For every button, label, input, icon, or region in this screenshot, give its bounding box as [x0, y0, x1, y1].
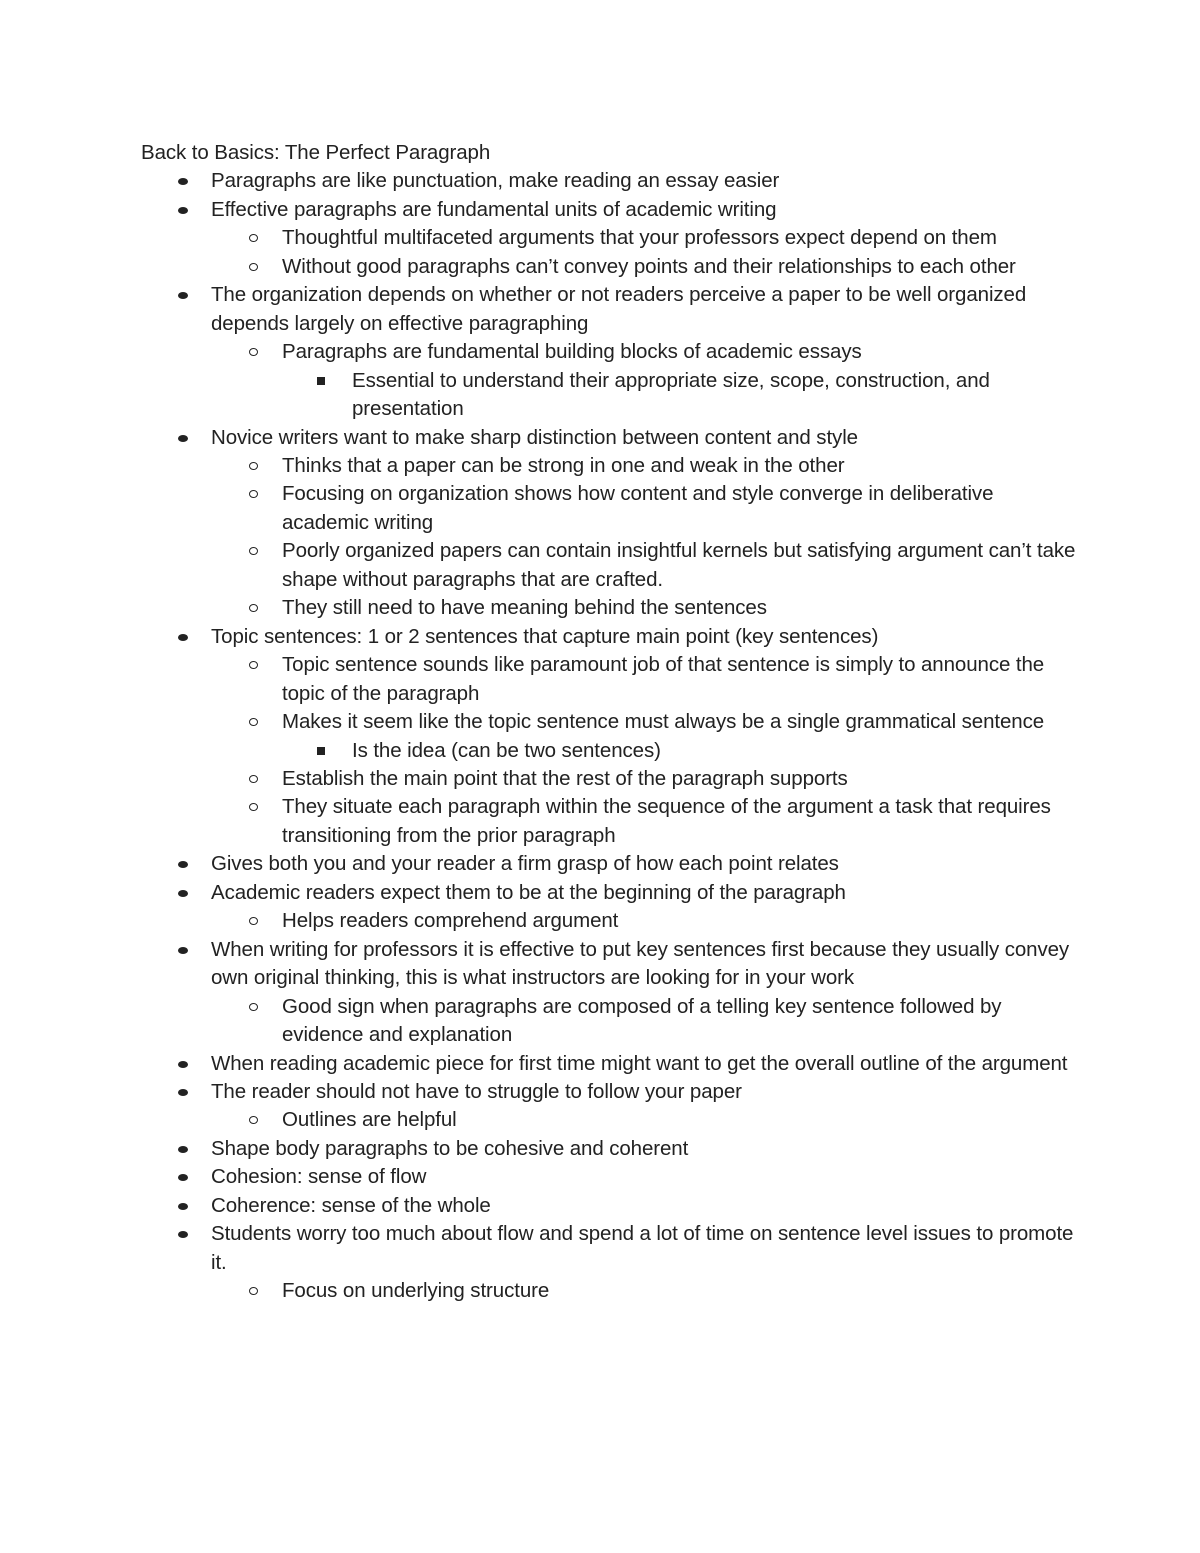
hollow-circle-bullet-icon [249, 263, 258, 271]
list-item-text: Shape body paragraphs to be cohesive and coherent [211, 1136, 689, 1160]
list-item-text: Helps readers comprehend argument [282, 909, 619, 933]
list-item [141, 936, 1081, 993]
list-item-text: Without good paragraphs can’t convey points and their relationships to each other [282, 254, 1016, 278]
filled-circle-bullet-icon [178, 1146, 188, 1153]
list-item-text: They still need to have meaning behind the sentences [282, 596, 767, 620]
list-item [141, 737, 1081, 765]
list-item [141, 480, 1081, 537]
list-item-text: They situate each paragraph within the sequence of the argument a task that requires transitioning from the prior paragraph [282, 795, 1051, 847]
filled-circle-bullet-icon [178, 634, 188, 641]
square-bullet-icon [317, 377, 325, 385]
list-item [141, 1192, 1081, 1220]
filled-circle-bullet-icon [178, 1089, 188, 1096]
list-item-text: Makes it seem like the topic sentence must always be a single grammatical sentence [282, 710, 1045, 734]
filled-circle-bullet-icon [178, 1231, 188, 1238]
list-item [141, 1106, 1081, 1134]
list-item-text: Cohesion: sense of flow [211, 1165, 427, 1189]
list-item-text: Topic sentences: 1 or 2 sentences that capture main point (key sentences) [211, 624, 879, 648]
filled-circle-bullet-icon [178, 1174, 188, 1181]
document-page [141, 139, 1081, 1306]
list-item [141, 793, 1081, 850]
list-item [141, 338, 1081, 366]
hollow-circle-bullet-icon [249, 718, 258, 726]
list-item [141, 452, 1081, 480]
list-item [141, 1277, 1081, 1305]
list-item [141, 1078, 1081, 1106]
list-item-text: Establish the main point that the rest of the paragraph supports [282, 766, 848, 790]
list-item-text: Coherence: sense of the whole [211, 1193, 491, 1217]
list-item-text: Paragraphs are like punctuation, make reading an essay easier [211, 169, 780, 193]
list-item-text: When writing for professors it is effective to put key sentences first because they usually convey own original thinking, this is what instructors are looking for in your work [211, 937, 1070, 990]
list-item [141, 708, 1081, 736]
list-item-text: Good sign when paragraphs are composed of a telling key sentence followed by evidence and explanation [282, 994, 1002, 1047]
list-item [141, 765, 1081, 793]
list-item [141, 224, 1081, 252]
list-item-text: Gives both you and your reader a firm grasp of how each point relates [211, 852, 839, 876]
hollow-circle-bullet-icon [249, 661, 258, 669]
list-item [141, 1163, 1081, 1191]
square-bullet-icon [317, 747, 325, 755]
list-item-text: Is the idea (can be two sentences) [352, 738, 661, 762]
hollow-circle-bullet-icon [249, 917, 258, 925]
hollow-circle-bullet-icon [249, 490, 258, 498]
filled-circle-bullet-icon [178, 1203, 188, 1210]
document-title: Back to Basics: The Perfect Paragraph [141, 141, 491, 164]
list-item-text: Focusing on organization shows how content and style converge in deliberative academic writing [282, 482, 994, 534]
list-item [141, 281, 1081, 338]
filled-circle-bullet-icon [178, 890, 188, 897]
hollow-circle-bullet-icon [249, 1116, 258, 1124]
list-item [141, 424, 1081, 452]
hollow-circle-bullet-icon [249, 803, 258, 811]
filled-circle-bullet-icon [178, 435, 188, 442]
list-item [141, 850, 1081, 878]
list-item-text: Focus on underlying structure [282, 1279, 550, 1303]
list-item [141, 907, 1081, 935]
list-item [141, 1220, 1081, 1277]
list-item-text: Effective paragraphs are fundamental units of academic writing [211, 197, 777, 221]
list-item-text: Essential to understand their appropriate size, scope, construction, and presentation [352, 368, 990, 421]
list-item [141, 879, 1081, 907]
list-item [141, 594, 1081, 622]
filled-circle-bullet-icon [178, 178, 188, 185]
list-item-text: Paragraphs are fundamental building blocks of academic essays [282, 340, 862, 364]
list-item-text: Thoughtful multifaceted arguments that your professors expect depend on them [282, 226, 997, 250]
list-item-text: Novice writers want to make sharp distinction between content and style [211, 425, 858, 449]
list-item [141, 167, 1081, 195]
list-item [141, 623, 1081, 651]
list-item [141, 196, 1081, 224]
hollow-circle-bullet-icon [249, 1287, 258, 1295]
bullet-outline [141, 167, 1081, 1305]
hollow-circle-bullet-icon [249, 1003, 258, 1011]
list-item-text: Outlines are helpful [282, 1108, 457, 1132]
list-item [141, 651, 1081, 708]
list-item [141, 993, 1081, 1050]
list-item-text: Poorly organized papers can contain insightful kernels but satisfying argument can’t take shape without paragraphs that are crafted. [282, 539, 1076, 591]
filled-circle-bullet-icon [178, 207, 188, 214]
hollow-circle-bullet-icon [249, 547, 258, 555]
list-item [141, 1135, 1081, 1163]
hollow-circle-bullet-icon [249, 348, 258, 356]
filled-circle-bullet-icon [178, 292, 188, 299]
list-item [141, 1050, 1081, 1078]
list-item-text: Topic sentence sounds like paramount job of that sentence is simply to announce the topic of the paragraph [282, 653, 1045, 705]
list-item-text: Students worry too much about flow and spend a lot of time on sentence level issues to promote it. [211, 1222, 1074, 1274]
filled-circle-bullet-icon [178, 1061, 188, 1068]
list-item-text: The reader should not have to struggle to follow your paper [211, 1079, 742, 1103]
hollow-circle-bullet-icon [249, 462, 258, 470]
list-item-text: The organization depends on whether or not readers perceive a paper to be well organized depends largely on effective paragraphing [211, 283, 1027, 335]
filled-circle-bullet-icon [178, 947, 188, 954]
list-item-text: Thinks that a paper can be strong in one and weak in the other [282, 453, 845, 477]
list-item [141, 367, 1081, 424]
list-item [141, 537, 1081, 594]
hollow-circle-bullet-icon [249, 604, 258, 612]
filled-circle-bullet-icon [178, 861, 188, 868]
list-item-text: When reading academic piece for first time might want to get the overall outline of the argument [211, 1051, 1068, 1075]
hollow-circle-bullet-icon [249, 775, 258, 783]
list-item [141, 253, 1081, 281]
list-item-text: Academic readers expect them to be at the beginning of the paragraph [211, 880, 846, 904]
hollow-circle-bullet-icon [249, 234, 258, 242]
